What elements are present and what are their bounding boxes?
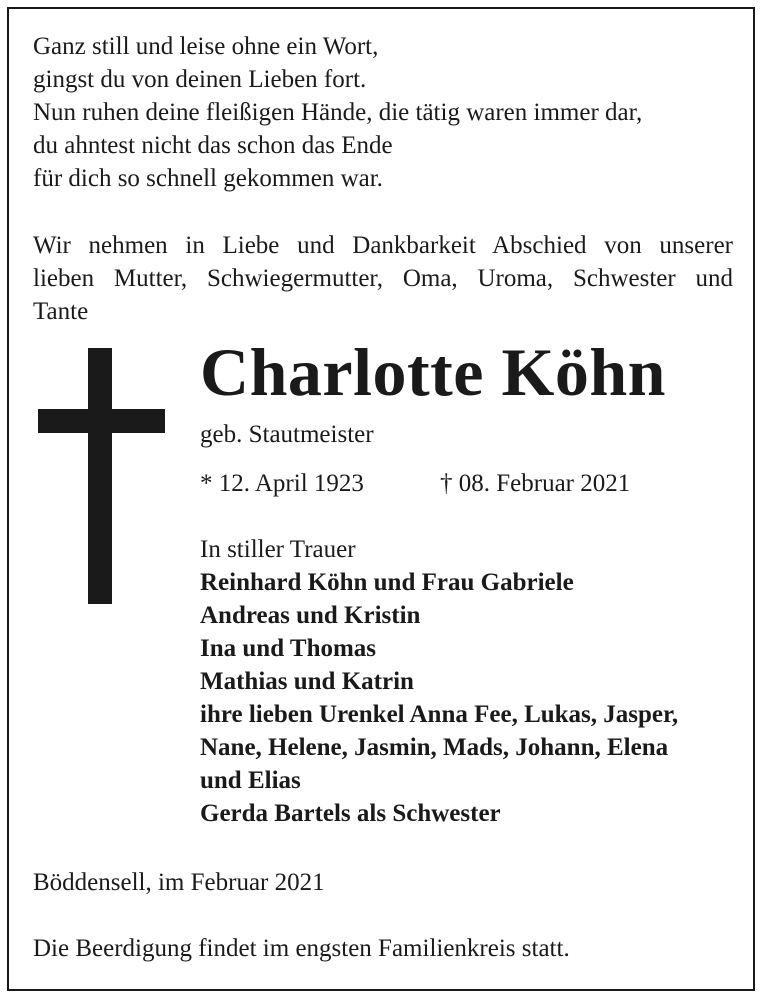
cross-icon [38,348,165,604]
poem-line-5: für dich so schnell gekommen war. [33,165,383,192]
mourner-line-2: Andreas und Kristin [200,602,421,629]
poem-line-2: gingst du von deinen Lieben fort. [33,66,367,93]
intro-line-2: lieben Mutter, Schwiegermutter, Oma, Uroma, Schwester und [33,265,733,292]
mourner-line-1: Reinhard Köhn und Frau Gabriele [200,569,574,596]
mourner-line-5: ihre lieben Urenkel Anna Fee, Lukas, Jasper, [200,701,679,728]
intro-line-3: Tante [33,298,89,325]
death-date: † 08. Februar 2021 [440,470,631,497]
place-date: Böddensell, im Februar 2021 [33,869,325,896]
mourner-line-8: Gerda Bartels als Schwester [200,800,501,827]
mourner-line-3: Ina und Thomas [200,635,377,662]
mourning-heading: In stiller Trauer [200,536,356,563]
mourner-line-4: Mathias und Katrin [200,668,414,695]
poem-line-3: Nun ruhen deine fleißigen Hände, die tätig waren immer dar, [33,99,643,126]
mourner-line-6: Nane, Helene, Jasmin, Mads, Johann, Elena [200,734,669,761]
poem-line-1: Ganz still und leise ohne ein Wort, [33,33,379,60]
birth-date: * 12. April 1923 [200,470,364,497]
poem-line-4: du ahntest nicht das schon das Ende [33,132,393,159]
mourner-line-7: und Elias [200,767,301,794]
intro-line-1: Wir nehmen in Liebe und Dankbarkeit Abschied von unserer [33,232,733,259]
funeral-note: Die Beerdigung findet im engsten Familienkreis statt. [33,935,570,962]
maiden-name: geb. Stautmeister [200,421,374,448]
deceased-name: Charlotte Köhn [200,334,666,410]
